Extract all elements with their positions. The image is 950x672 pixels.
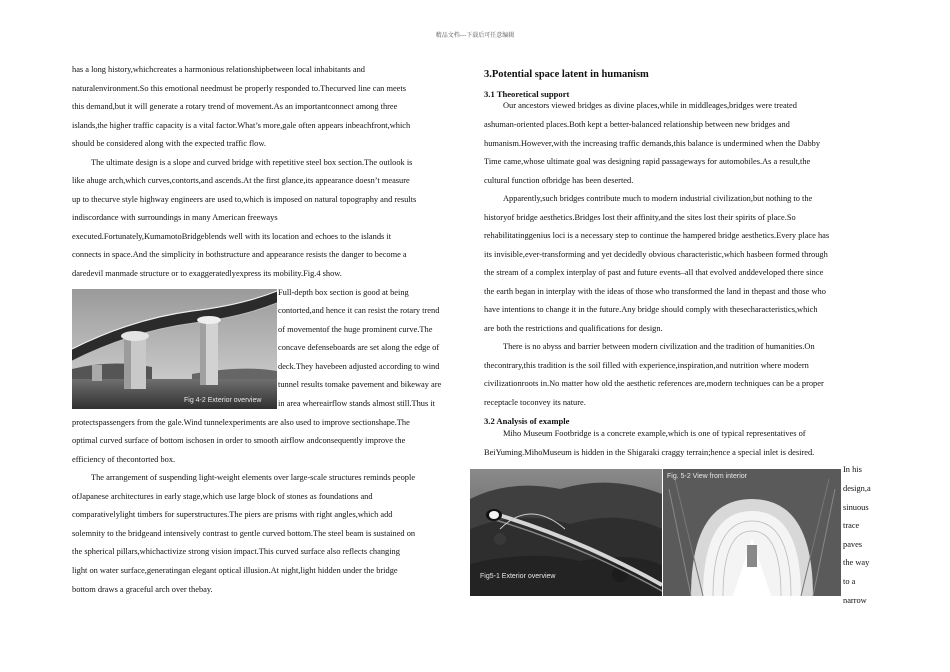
text-line: thecontrary,this tradition is the soil filled with experience,inspiration,and nutrition where modern: [484, 361, 809, 370]
text-line: have intentions to change it in the future.Any bridge should comply with thesecharacteristics,which: [484, 305, 818, 314]
text-line: deck.They havebeen adjusted according to wind: [278, 362, 440, 371]
figure-5-1-image: [470, 469, 662, 596]
text-line: the spherical pillars,whichactivize strong vision impact.This curved surface also reflects changing: [72, 547, 400, 556]
text-line: bottom draws a graceful arch over thebay.: [72, 585, 213, 594]
text-line: this demand,but it will generate a rotary trend of movement.As an importantconnect among three: [72, 102, 398, 111]
text-line: Apparently,such bridges contribute much to modern industrial civilization,but nothing to the: [503, 194, 813, 203]
text-line: islands,the higher traffic capacity is a vital factor.What’s more,gale often appears inbeachfront,which: [72, 121, 411, 130]
text-line: optimal curved surface of bottom ischosen in order to smooth airflow andconsequently improve the: [72, 436, 406, 445]
text-line: concave defenseboards are set along the edge of: [278, 343, 440, 352]
text-line: historyof bridge aesthetics.Bridges lost their affinity,and the sites lost their spirits of place.So: [484, 213, 796, 222]
section-heading: 3.Potential space latent in humanism: [484, 69, 649, 80]
text-line: Miho Museum Footbridge is a concrete example,which is one of typical representatives of: [503, 429, 806, 438]
text-line: like ahuge arch,which curves,contorts,and ascends.At the first glance,its appearance doesn’t measure: [72, 176, 410, 185]
text-line: In his: [843, 465, 862, 474]
text-line: rehabilitatinggenius loci is a necessary step to continue the hampered bridge aesthetics.Every place has: [484, 231, 830, 240]
text-line: has a long history,whichcreates a harmonious relationshipbetween local inhabitants and: [72, 65, 365, 74]
text-line: BeiYuming.MihoMuseum is hidden in the Shigaraki craggy terrain;hence a special inlet is desired.: [484, 448, 815, 457]
text-line: Time came,whose ultimate goal was designing rapid passageways for automobiles.As a result,the: [484, 157, 811, 166]
text-line: daredevil manmade structure or to exaggeratedlyexpress its mobility.Fig.4 show.: [72, 269, 342, 278]
text-line: There is no abyss and barrier between modern civilization and the tradition of humanities.On: [503, 342, 815, 351]
text-line: contorted,and hence it can resist the rotary trend: [278, 306, 440, 315]
figure-5-1-caption: Fig5-1 Exterior overview: [480, 573, 556, 580]
text-line: paves: [843, 540, 863, 549]
text-line: protectspassengers from the gale.Wind tunnelexperiments are also used to improve sectionshape.The: [72, 418, 410, 427]
text-line: sinuous: [843, 503, 869, 512]
text-line: Our ancestors viewed bridges as divine places,while in middleages,bridges were treated: [503, 101, 797, 110]
text-line: efficiency of thecontorted box.: [72, 455, 176, 464]
text-line: tunnel results tomake pavement and bikeway are: [278, 380, 442, 389]
text-line: receptacle toconvey its nature.: [484, 398, 586, 407]
text-line: connects in space.And the simplicity in bothstructure and appearance resists the danger to become a: [72, 250, 407, 259]
text-line: in area whereairflow stands almost still.Thus it: [278, 399, 435, 408]
text-line: cultural function ofbridge has been deserted.: [484, 176, 634, 185]
text-line: the earth began in interplay with the ideas of those who transformed the land in thepast and those who: [484, 287, 826, 296]
text-line: are both the restrictions and qualifications for design.: [484, 324, 663, 333]
text-line: light on water surface,generatingan elegant optical illusion.At night,light hidden under the bridge: [72, 566, 398, 575]
figure-5-2-image: [663, 469, 841, 596]
subsection-heading: 3.2 Analysis of example: [484, 416, 570, 426]
text-line: naturalenvironment.So this emotional needmust be properly responded to.Thecurved line can meets: [72, 84, 406, 93]
text-line: ashuman-oriented places.Both kept a better-balanced relationship between new bridges and: [484, 120, 790, 129]
text-line: trace: [843, 521, 860, 530]
text-line: Full-depth box section is good at being: [278, 288, 409, 297]
text-line: the way: [843, 558, 870, 567]
text-line: the stream of a complex interplay of past and future events–all that evolved anddeveloped there since: [484, 268, 824, 277]
text-line: humanism.However,with the increasing traffic demands,this balance is undermined when the Dabby: [484, 139, 821, 148]
figure-5-2-caption: Fig. 5-2 View from interior: [667, 473, 748, 480]
text-line: indiscordance with surroundings in many American freeways: [72, 213, 278, 222]
text-line: executed.Fortunately,KumamotoBridgeblends well with its location and echoes to the islands it: [72, 232, 392, 241]
text-line: narrow: [843, 596, 867, 605]
text-line: The ultimate design is a slope and curved bridge with repetitive steel box section.The outlook is: [91, 158, 413, 167]
text-line: up to thecurve style highway engineers are used to,which is imposed on natural topography and results: [72, 195, 417, 204]
figure-4-2-caption: Fig 4-2 Exterior overview: [184, 397, 262, 404]
text-line: civilizationroots in.No matter how old the aesthetic references are,modern techniques can be a proper: [484, 379, 824, 388]
text-line: comparativelylight timbers for superstructures.The piers are prisms with right angles,which add: [72, 510, 393, 519]
figure-4-2-image: [72, 289, 277, 409]
text-line: design,a: [843, 484, 871, 493]
text-line: its invisible,ever-transforming and yet decidedly obvious characteristic,which hasbeen formed through: [484, 250, 828, 259]
text-line: ofJapanese architectures in early stage,which use large block of stones as foundations and: [72, 492, 373, 501]
text-line: should be considered along with the expected traffic flow.: [72, 139, 266, 148]
text-line: of movementof the huge prominent curve.The: [278, 325, 433, 334]
text-line: The arrangement of suspending light-weight elements over large-scale structures reminds people: [91, 473, 416, 482]
text-line: to a: [843, 577, 856, 586]
subsection-heading: 3.1 Theoretical support: [484, 89, 570, 99]
text-line: solemnity to the bridgeand intensively contrast to gentle curved bottom.The steel beam is sustained on: [72, 529, 416, 538]
page-header: 精品文档---下载后可任意编辑: [435, 32, 515, 39]
